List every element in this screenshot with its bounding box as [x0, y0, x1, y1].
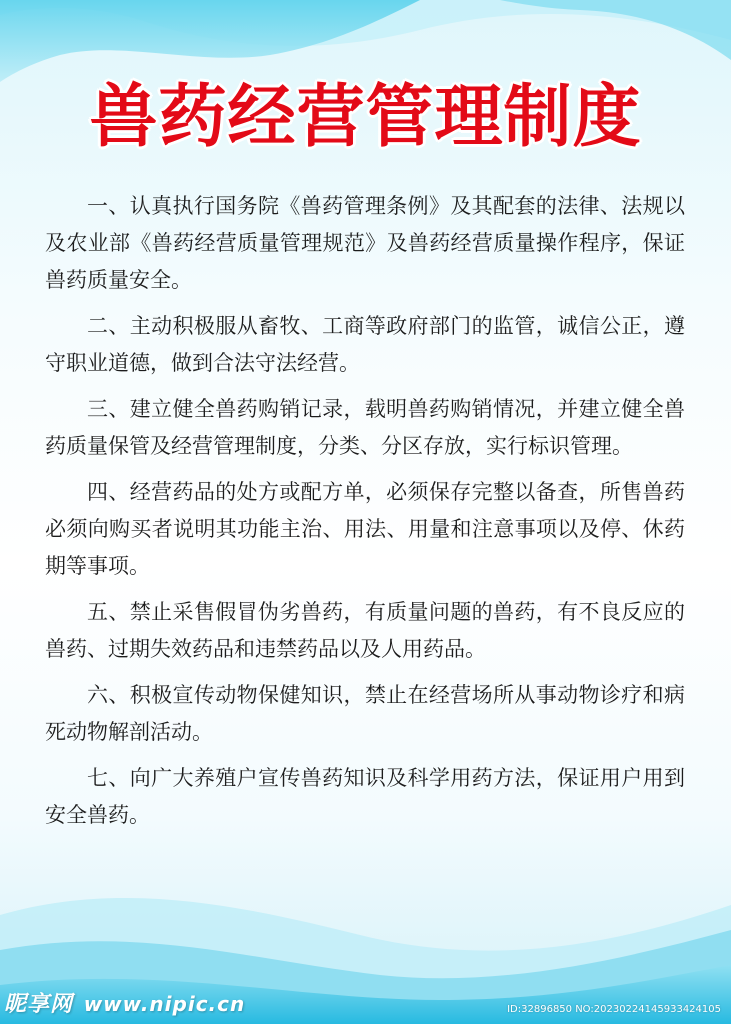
rule-3: 三、建立健全兽药购销记录，载明兽药购销情况，并建立健全兽药质量保管及经营管理制度，分类、分区存放，实行标识管理。: [45, 397, 685, 458]
rule-6: 六、积极宣传动物保健知识，禁止在经营场所从事动物诊疗和病死动物解剖活动。: [45, 683, 685, 744]
poster-title: 兽药经营管理制度: [89, 78, 642, 157]
watermark-logo: [4, 987, 245, 1018]
rule-1: 一、认真执行国务院《兽药管理条例》及其配套的法律、法规以及农业部《兽药经营质量管理规范》及兽药经营质量操作程序，保证兽药质量安全。: [45, 194, 685, 292]
watermark-site: www.nipic.cn: [83, 992, 246, 1016]
rules-list: [45, 188, 685, 843]
watermark-logo-text: 昵享网: [4, 992, 74, 1017]
rule-2: 二、主动积极服从畜牧、工商等政府部门的监管，诚信公正，遵守职业道德，做到合法守法经营。: [45, 314, 685, 375]
rule-7: 七、向广大养殖户宣传兽药知识及科学用药方法，保证用户用到安全兽药。: [45, 766, 685, 827]
rule-5: 五、禁止采售假冒伪劣兽药，有质量问题的兽药，有不良反应的兽药、过期失效药品和违禁药品以及人用药品。: [45, 600, 685, 661]
watermark-id: ID:32896850 NO:20230224145933424105: [507, 1004, 721, 1015]
rule-4: 四、经营药品的处方或配方单，必须保存完整以备查，所售兽药必须向购买者说明其功能主治、用法、用量和注意事项以及停、休药期等事项。: [45, 480, 685, 578]
